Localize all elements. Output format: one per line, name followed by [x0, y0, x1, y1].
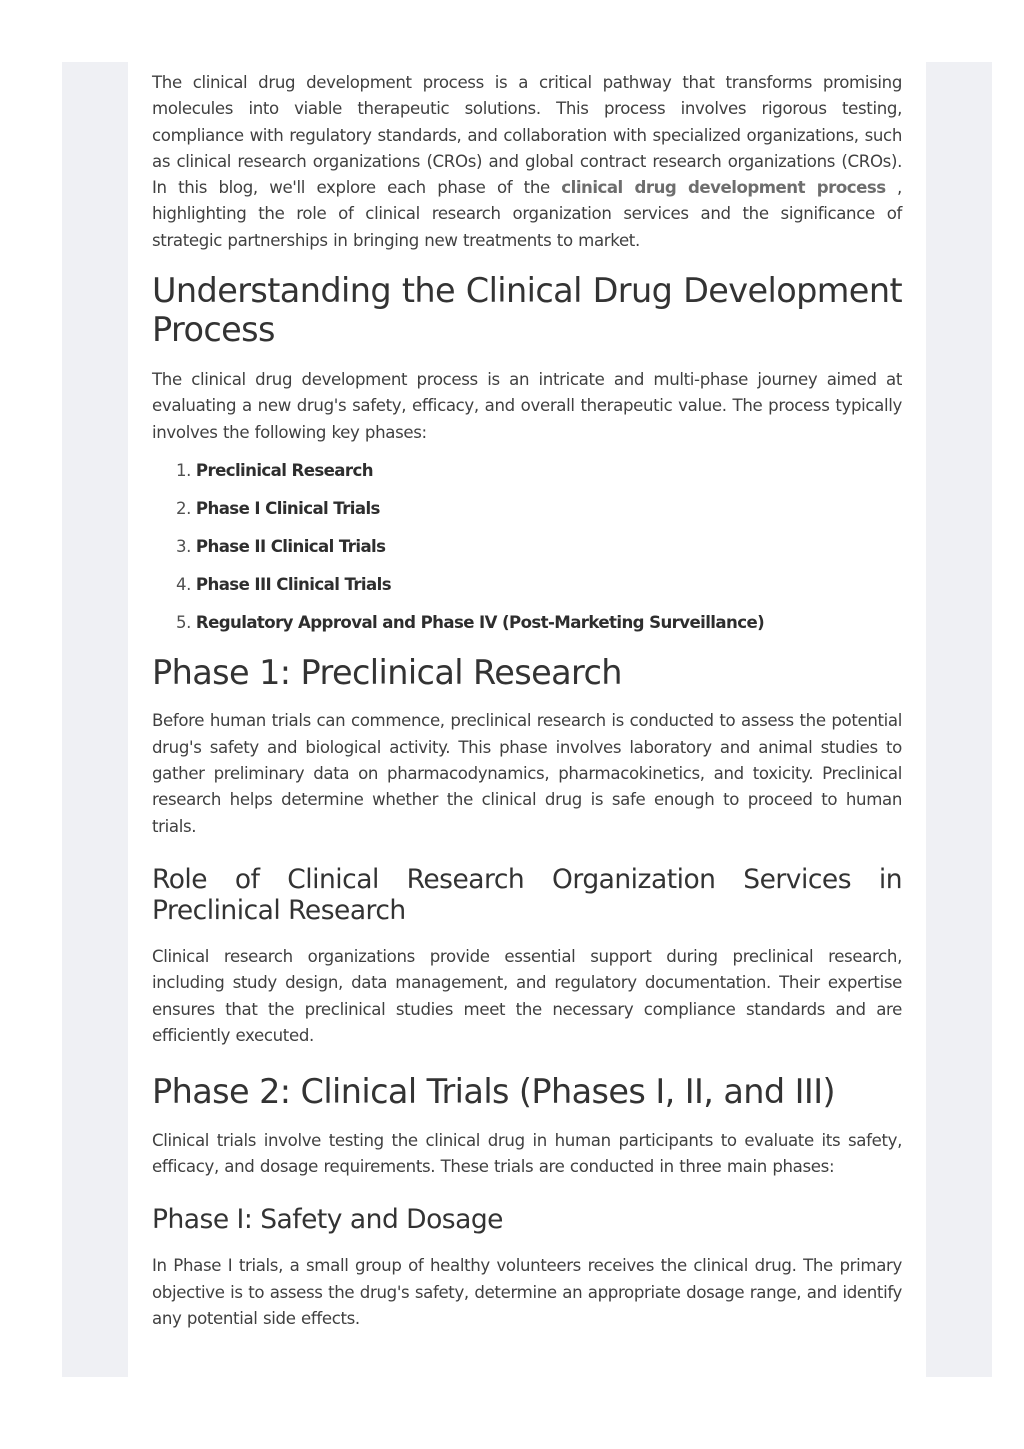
list-item: 1. Preclinical Research: [176, 460, 373, 480]
phase-label: Preclinical Research: [195, 460, 373, 480]
phase2-subparagraph: In Phase I trials, a small group of healthy volunteers receives the clinical drug. The primary objective is to assess the drug's safety, determine an appropriate dosage range, and identify any potential side effects.: [152, 1256, 902, 1328]
phase2-paragraph: Clinical trials involve testing the clinical drug in human participants to evaluate its safety, efficacy, and dosage requirements. These trials are conducted in three main phases:: [152, 1130, 902, 1176]
phase2-heading: Phase 2: Clinical Trials (Phases I, II, and III): [152, 1072, 835, 1112]
understanding-paragraph: The clinical drug development process is an intricate and multi-phase journey aimed at evaluating a new drug's safety, efficacy, and overall therapeutic value. The process typically involves the following key phases:: [152, 370, 902, 442]
phase1-heading: Phase 1: Preclinical Research: [152, 652, 622, 692]
right-margin-panel: [926, 62, 992, 1377]
left-margin-panel: [62, 62, 128, 1377]
phase1-subheading: Role of Clinical Research Organization Services in Preclinical Research: [152, 863, 902, 926]
list-item: 5. Regulatory Approval and Phase IV (Post-Marketing Surveillance): [176, 612, 765, 632]
phase-label: Phase III Clinical Trials: [195, 574, 391, 594]
intro-text-end: , highlighting the role of clinical research organization services and the significance of strategic partnerships in bringing new treatments to market.: [152, 178, 902, 250]
phase1-paragraph: Before human trials can commence, preclinical research is conducted to assess the potential drug's safety and biological activity. This phase involves laboratory and animal studies to gather preliminary data on pharmacodynamics, pharmacokinetics, and toxicity. Preclinical research helps determine whether the clinical drug is safe enough to proceed to human trials.: [152, 711, 902, 836]
clinical-drug-development-link[interactable]: clinical drug development process: [561, 178, 886, 198]
phase-label: Phase I Clinical Trials: [195, 498, 380, 518]
list-item: 2. Phase I Clinical Trials: [176, 498, 380, 518]
phase2-subheading: Phase I: Safety and Dosage: [152, 1204, 503, 1236]
phase1-subparagraph: Clinical research organizations provide essential support during preclinical research, including study design, data management, and regulatory documentation. Their expertise ensures that the preclinical studies meet the necessary compliance standards and are efficiently executed.: [152, 946, 902, 1045]
understanding-heading: Understanding the Clinical Drug Development Process: [152, 271, 902, 349]
intro-text-start: The clinical drug development process is a critical pathway that transforms promising molecules into viable therapeutic solutions. This process involves rigorous testing, compliance with regulatory standards, and collaboration with specialized organizations, such as clinical research organizations (CROs) and global contract research organizations (CROs). In this blog, we'll explore each phase of the: [152, 73, 902, 198]
article-body: [128, 62, 926, 1377]
phase-label: Phase II Clinical Trials: [195, 536, 386, 556]
phase-label: Regulatory Approval and Phase IV (Post-Marketing Surveillance): [195, 612, 765, 632]
list-item: 3. Phase II Clinical Trials: [176, 536, 386, 556]
phases-list: [152, 460, 902, 634]
intro-paragraph: [152, 70, 902, 254]
list-item: 4. Phase III Clinical Trials: [176, 574, 391, 594]
